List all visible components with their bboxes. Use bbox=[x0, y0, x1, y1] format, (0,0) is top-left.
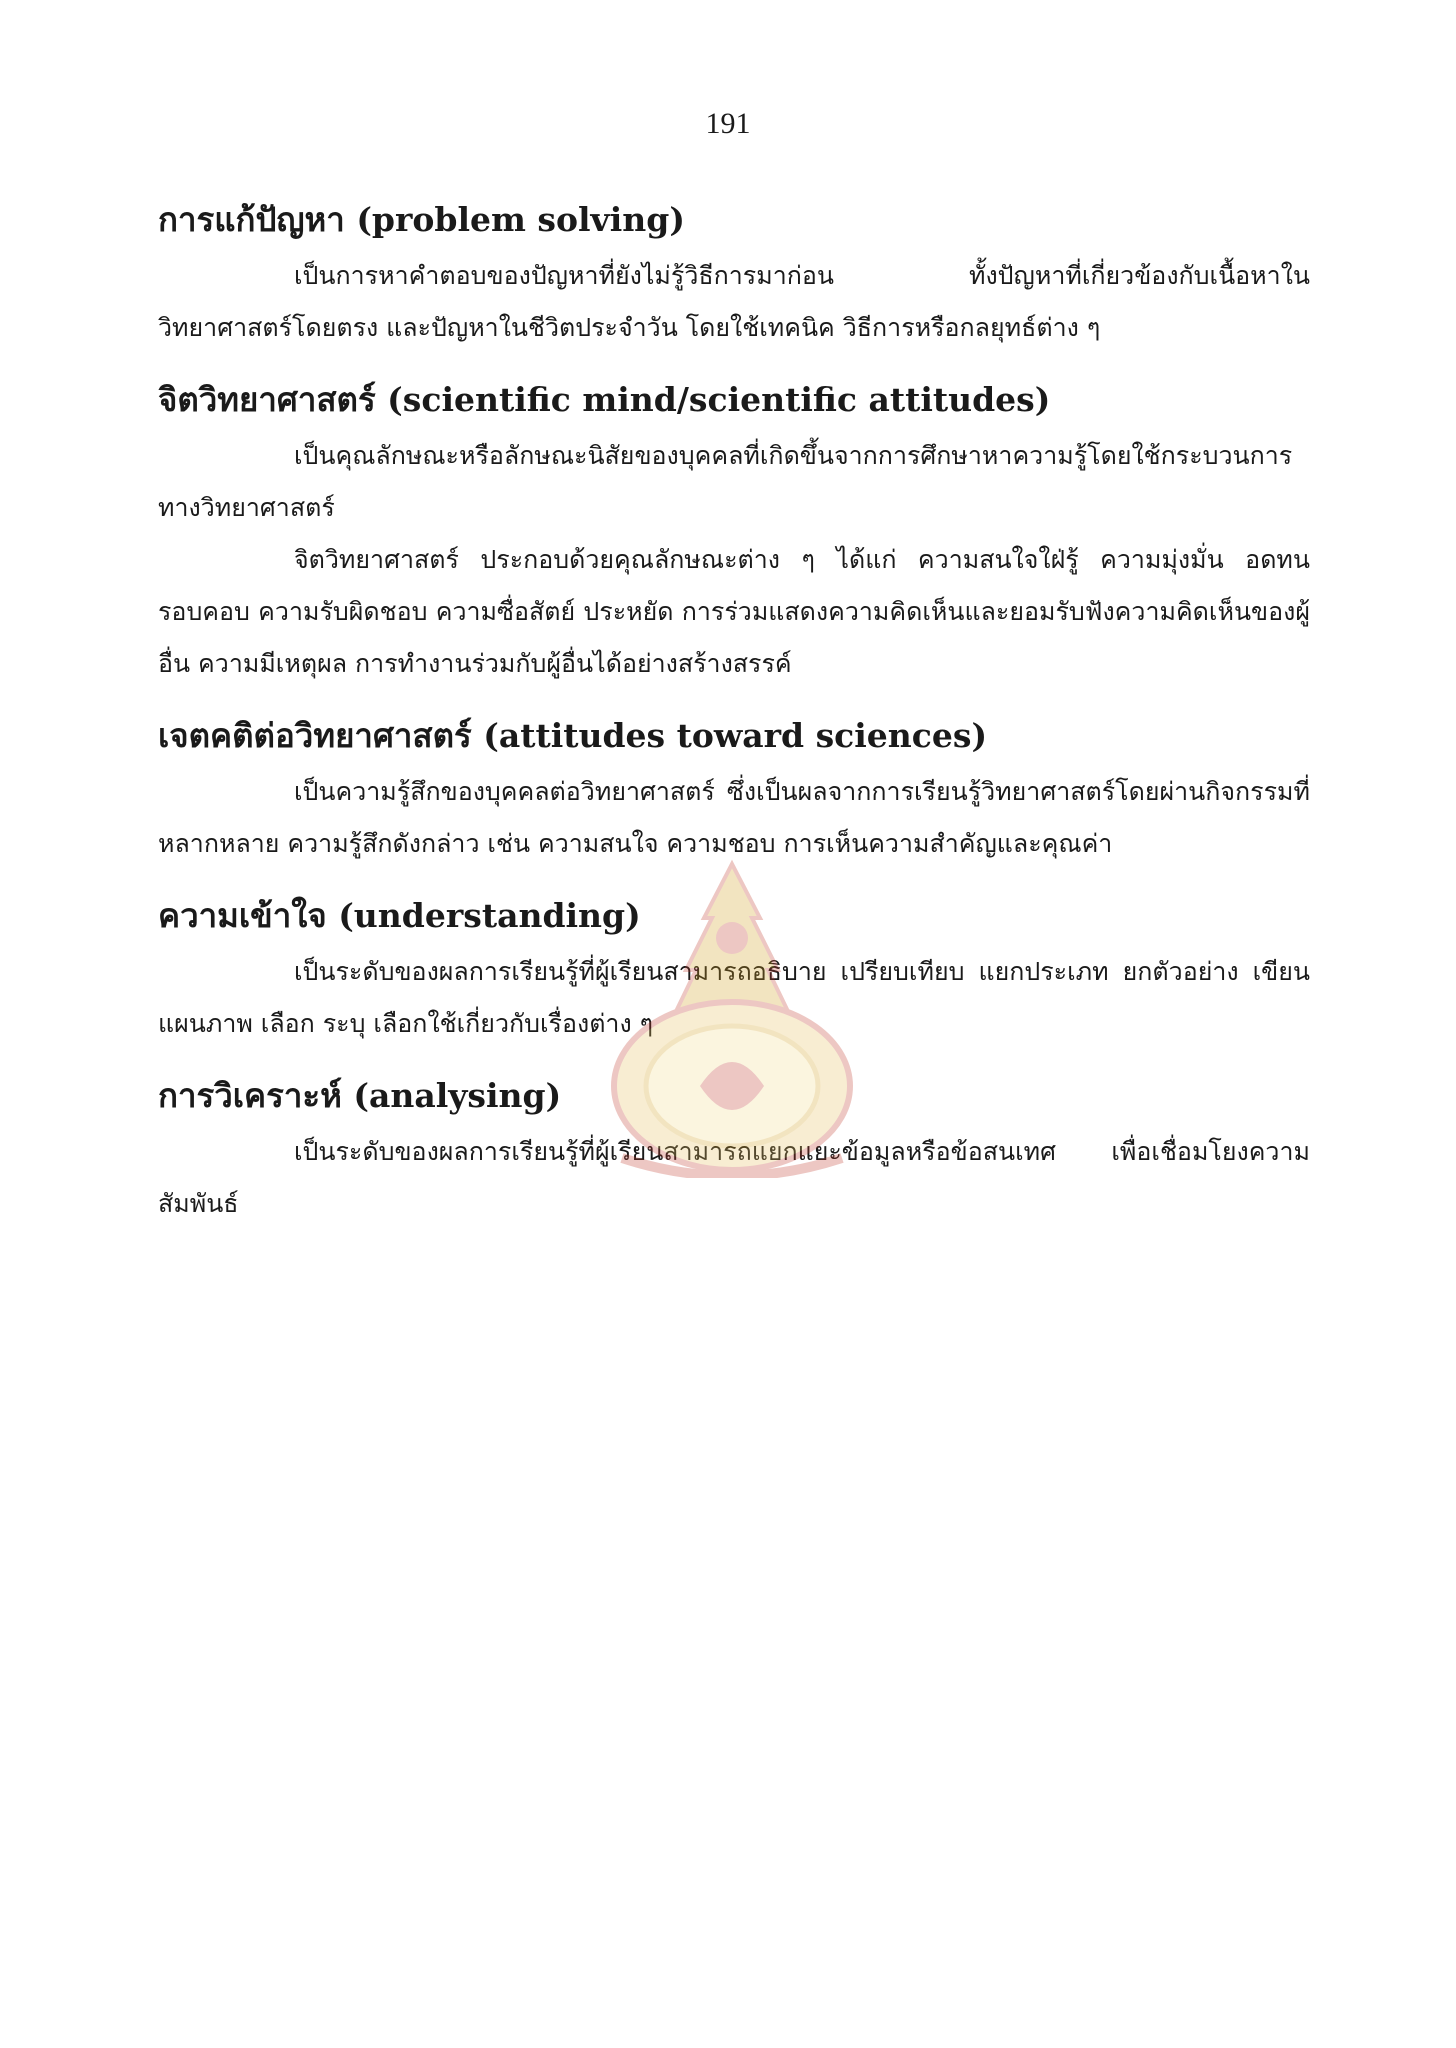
section-paragraph: เป็นความรู้สึกของบุคคลต่อวิทยาศาสตร์ ซึ่งเป็นผลจากการเรียนรู้วิทยาศาสตร์โดยผ่านกิจกรรมที่หลากหลาย ความรู้สึกดังกล่าว เช่น ความสนใจ ความชอบ การเห็นความสำคัญและคุณค่า bbox=[158, 777, 1310, 858]
section-heading: ความเข้าใจ (understanding) bbox=[158, 896, 641, 935]
section-paragraph: จิตวิทยาศาสตร์ ประกอบด้วยคุณลักษณะต่าง ๆ ได้แก่ ความสนใจใฝ่รู้ ความมุ่งมั่น อดทน รอบคอบ ความรับผิดชอบ ความซื่อสัตย์ ประหยัด การร่วมแสดงความคิดเห็นและยอมรับฟังความคิดเห็นของผู้อื่น ความมีเหตุผล การทำงานร่วมกับผู้อื่นได้อย่างสร้างสรรค์ bbox=[158, 545, 1310, 678]
section-heading: เจตคติต่อวิทยาศาสตร์ (attitudes toward sciences) bbox=[158, 716, 988, 755]
document-body bbox=[158, 196, 1310, 1252]
section-heading: การแก้ปัญหา (problem solving) bbox=[158, 200, 685, 239]
section-paragraph: เป็นคุณลักษณะหรือลักษณะนิสัยของบุคคลที่เกิดขึ้นจากการศึกษาหาความรู้โดยใช้กระบวนการทางวิทยาศาสตร์ bbox=[158, 441, 1293, 522]
section-paragraph: เป็นการหาคำตอบของปัญหาที่ยังไม่รู้วิธีการมาก่อน ทั้งปัญหาที่เกี่ยวข้องกับเนื้อหาในวิทยาศาสตร์โดยตรง และปัญหาในชีวิตประจำวัน โดยใช้เทคนิค วิธีการหรือกลยุทธ์ต่าง ๆ bbox=[158, 261, 1310, 342]
page-number: 191 bbox=[705, 107, 751, 140]
section-scientific-mind bbox=[158, 376, 1310, 690]
section-heading: การวิเคราะห์ (analysing) bbox=[158, 1076, 562, 1115]
section-attitudes-toward-sciences bbox=[158, 712, 1310, 870]
section-analysing bbox=[158, 1072, 1310, 1230]
section-understanding bbox=[158, 892, 1310, 1050]
section-paragraph: เป็นระดับของผลการเรียนรู้ที่ผู้เรียนสามารถแยกแยะข้อมูลหรือข้อสนเทศ เพื่อเชื่อมโยงความสัมพันธ์ bbox=[158, 1137, 1310, 1218]
section-paragraph: เป็นระดับของผลการเรียนรู้ที่ผู้เรียนสามารถอธิบาย เปรียบเทียบ แยกประเภท ยกตัวอย่าง เขียนแผนภาพ เลือก ระบุ เลือกใช้เกี่ยวกับเรื่องต่าง ๆ bbox=[158, 957, 1310, 1038]
section-heading: จิตวิทยาศาสตร์ (scientific mind/scientific attitudes) bbox=[158, 380, 1051, 419]
section-problem-solving bbox=[158, 196, 1310, 354]
